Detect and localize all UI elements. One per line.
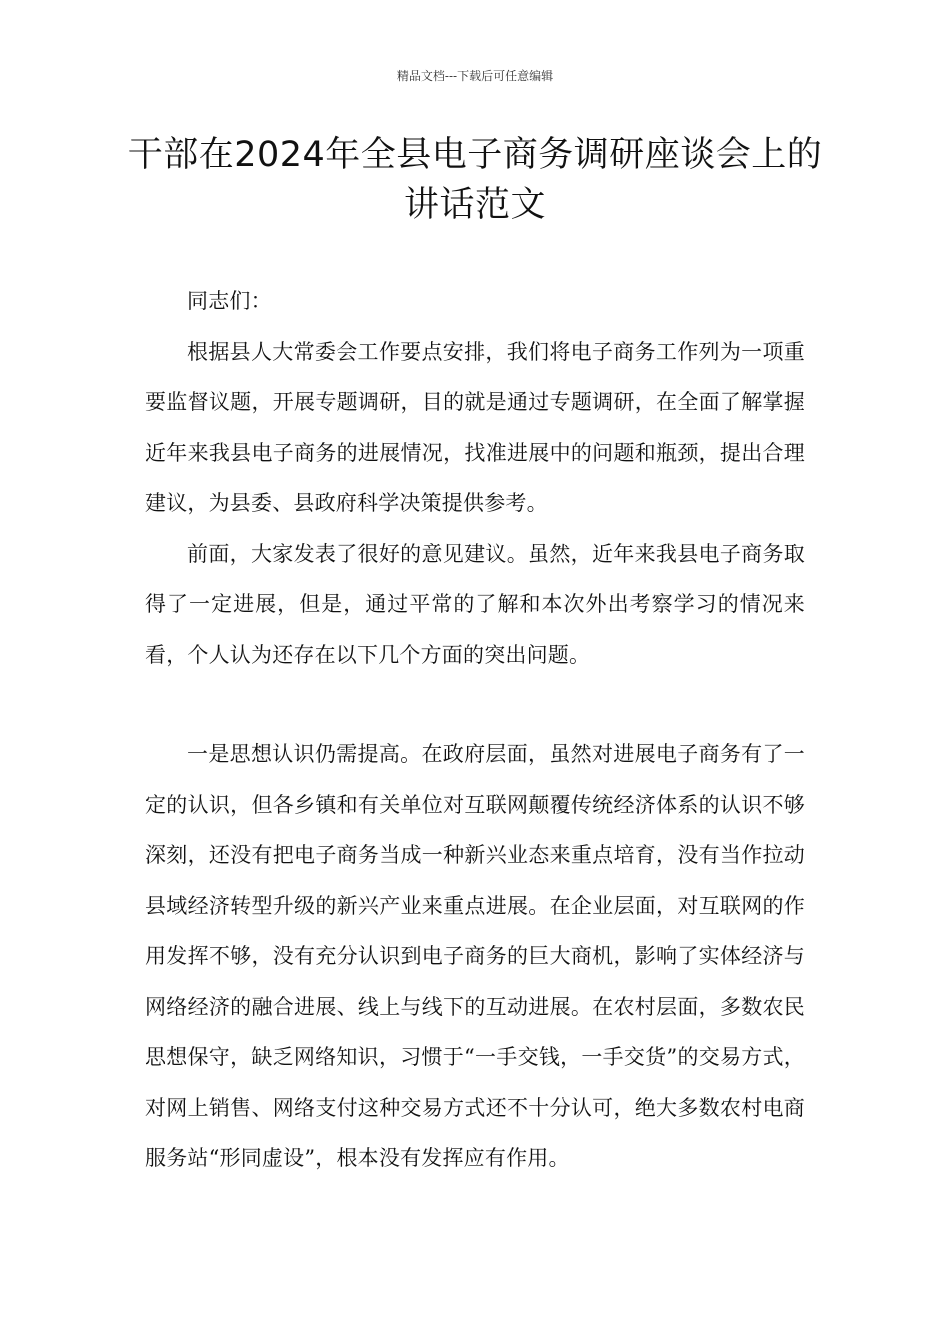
paragraph-3: 一是思想认识仍需提高。在政府层面，虽然对进展电子商务有了一定的认识，但各乡镇和有关单位对互联网颠覆传统经济体系的认识不够深刻，还没有把电子商务当成一种新兴业态来重点培育，没有当作拉动县域经济转型升级的新兴产业来重点进展。在企业层面，对互联网的作用发挥不够，没有充分认识到电子商务的巨大商机，影响了实体经济与网络经济的融合进展、线上与线下的互动进展。在农村层面，多数农民思想保守，缺乏网络知识，习惯于“一手交钱，一手交货”的交易方式，对网上销售、网络支付这种交易方式还不十分认可，绝大多数农村电商服务站“形同虚设”，根本没有发挥应有作用。 [145, 742, 805, 1170]
greeting: 同志们： [187, 289, 272, 313]
document-title: 干部在2024年全县电子商务调研座谈会上的讲话范文 [127, 135, 823, 225]
document-body [145, 276, 805, 1184]
page-header-note: 精品文档---下载后可任意编辑 [396, 69, 554, 83]
paragraph-1: 根据县人大常委会工作要点安排，我们将电子商务工作列为一项重要监督议题，开展专题调研，目的就是通过专题调研，在全面了解掌握近年来我县电子商务的进展情况，找准进展中的问题和瓶颈，提出合理建议，为县委、县政府科学决策提供参考。 [145, 339, 805, 515]
paragraph-2: 前面，大家发表了很好的意见建议。虽然，近年来我县电子商务取得了一定进展，但是，通过平常的了解和本次外出考察学习的情况来看，个人认为还存在以下几个方面的突出问题。 [145, 541, 805, 667]
